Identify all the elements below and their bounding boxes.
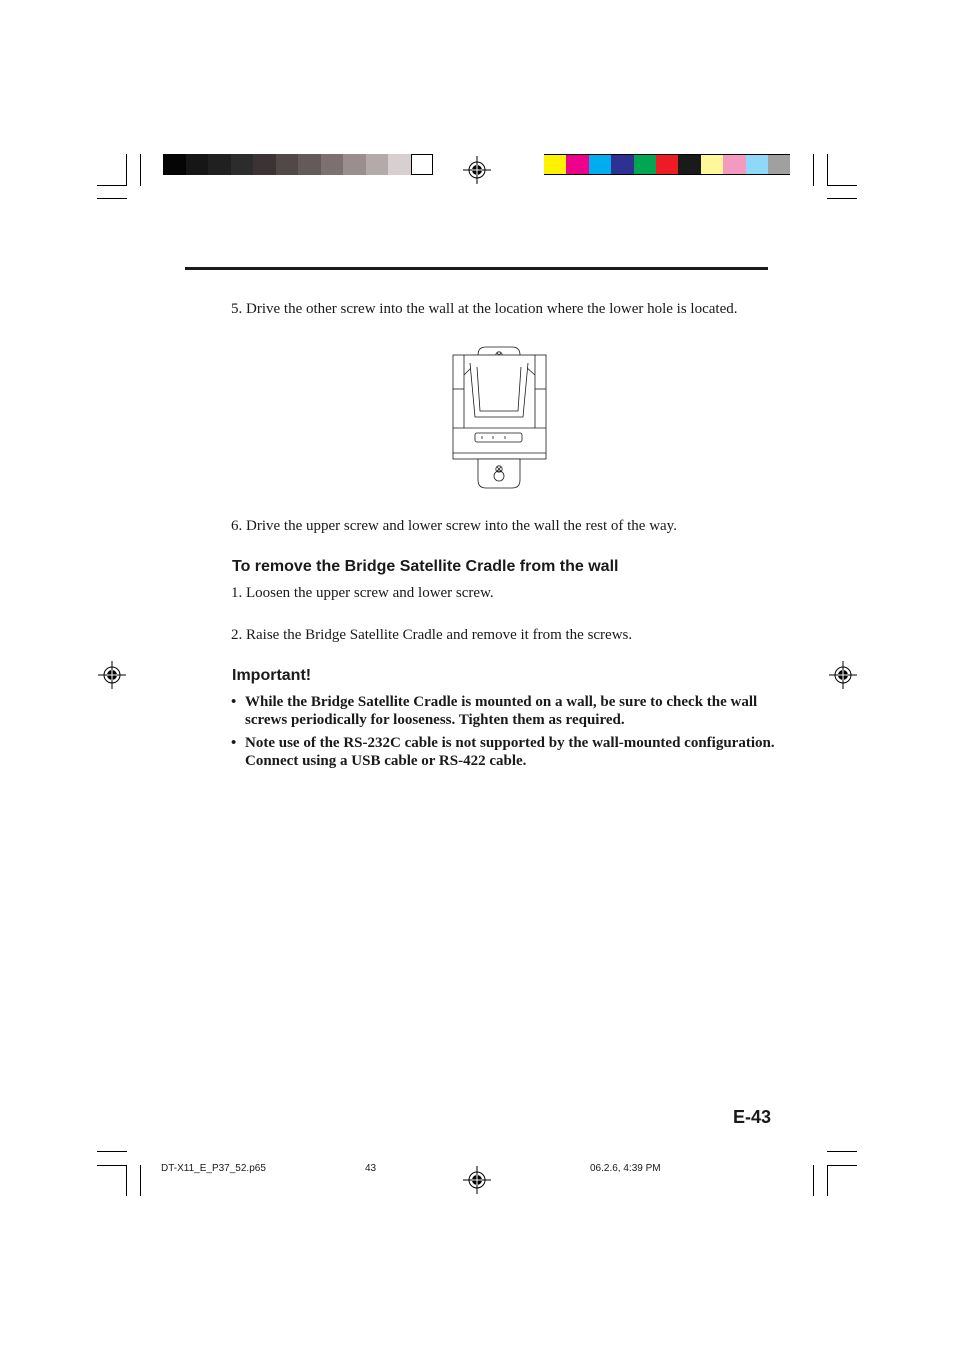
color-swatch [544, 154, 566, 175]
gray-swatch [163, 154, 186, 175]
bullet-marker: • [231, 694, 237, 710]
gray-swatch [343, 154, 366, 175]
remove-step-1-text: 1. Loosen the upper screw and lower screw. [231, 585, 494, 601]
footer-timestamp: 06.2.6, 4:39 PM [590, 1163, 661, 1174]
registration-target-left-icon [98, 661, 126, 689]
header-rule [185, 267, 768, 270]
gray-swatch [186, 154, 209, 175]
color-swatch [678, 154, 700, 175]
color-swatch [589, 154, 611, 175]
remove-section-heading: To remove the Bridge Satellite Cradle from the wall [232, 558, 619, 575]
important-bullet-1 [231, 693, 776, 729]
footer-filename: DT-X11_E_P37_52.p65 [161, 1163, 266, 1174]
gray-swatch [276, 154, 299, 175]
gray-swatch [321, 154, 344, 175]
gray-swatch [231, 154, 254, 175]
important-bullet-1-text: While the Bridge Satellite Cradle is mounted on a wall, be sure to check the wall screws periodically for looseness. Tighten them as required. [245, 694, 758, 728]
gray-swatch [253, 154, 276, 175]
gray-swatch [298, 154, 321, 175]
gray-swatch [388, 154, 411, 175]
important-bullet-2 [231, 734, 776, 770]
gray-swatch [366, 154, 389, 175]
color-swatch [723, 154, 745, 175]
color-swatch [611, 154, 633, 175]
important-bullet-2-text: Note use of the RS-232C cable is not supported by the wall-mounted configuration. Connect using a USB cable or RS-422 cable. [245, 735, 775, 769]
color-swatch [768, 154, 790, 175]
registration-target-right-icon [829, 661, 857, 689]
step-6-text: 6. Drive the upper screw and lower screw into the wall the rest of the way. [231, 518, 677, 534]
registration-target-bottom-icon [463, 1166, 491, 1194]
bullet-marker: • [231, 735, 237, 751]
important-heading: Important! [232, 667, 312, 684]
color-swatch [566, 154, 588, 175]
color-swatch [746, 154, 768, 175]
color-swatch [701, 154, 723, 175]
step-5-text: 5. Drive the other screw into the wall at the location where the lower hole is located. [231, 301, 738, 317]
gray-swatch [208, 154, 231, 175]
color-swatch [656, 154, 678, 175]
registration-target-top-icon [463, 156, 491, 184]
remove-step-2-text: 2. Raise the Bridge Satellite Cradle and remove it from the screws. [231, 627, 633, 643]
footer-page: 43 [365, 1163, 377, 1174]
wall-mounted-cradle-illustration [450, 345, 548, 490]
page-number: E-43 [733, 1107, 772, 1127]
gray-swatch [411, 154, 434, 175]
color-swatch [634, 154, 656, 175]
